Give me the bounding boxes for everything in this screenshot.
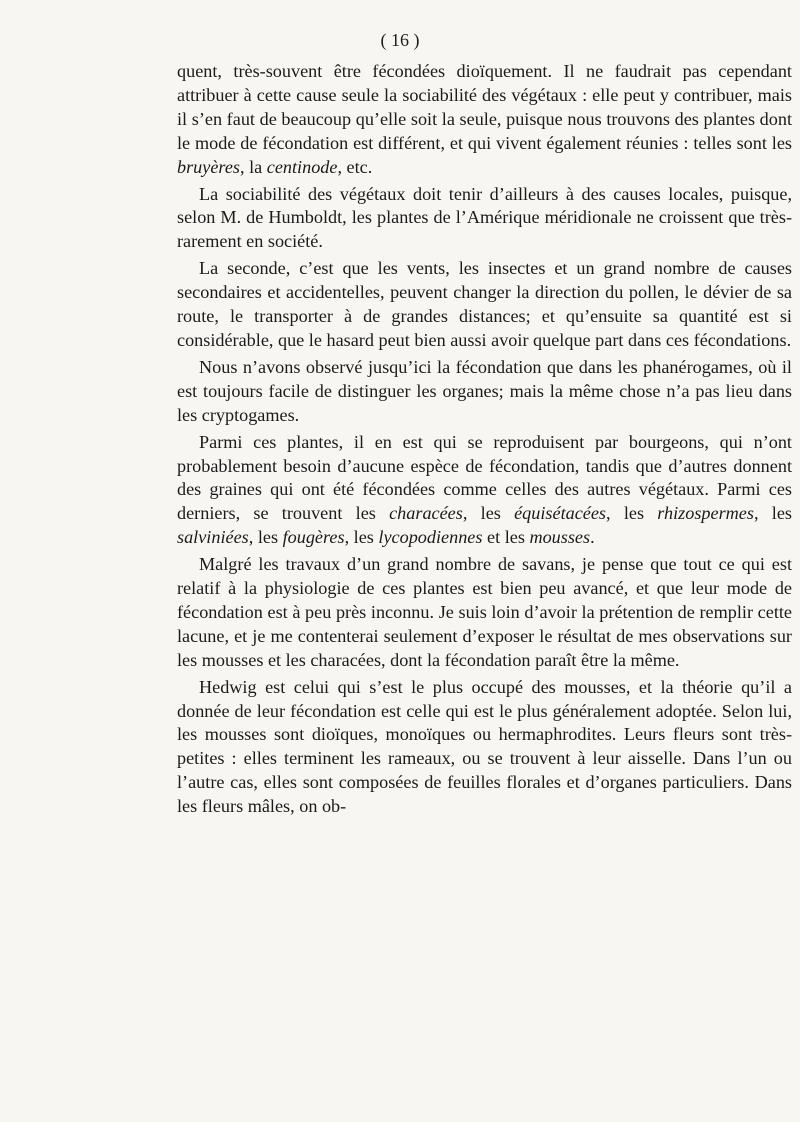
text-run: , les — [753, 503, 792, 524]
text-run: , la — [239, 156, 267, 177]
paragraph — [177, 183, 792, 255]
text-run: Nous n’avons observé jusqu’ici la fécondation que dans les phanérogames, où il est toujours facile de distinguer les organes; mais la même chose n’a pas lieu dans les cryptogames. — [177, 356, 792, 425]
italic-term: mousses — [529, 527, 591, 548]
text-run: Malgré les travaux d’un grand nombre de savans, je pense que tout ce qui est relatif à la physiologie de ces plantes est bien peu avancé, et que leur mode de fécondation est à peu près inconnu. Je suis loin d’avoir la prétention de remplir cette lacune, et je me contenterai seulement d’exposer le résultat de mes observations sur les mousses et les characées, dont la fécondation paraît être la même. — [177, 554, 792, 670]
page-number: ( 16 ) — [380, 30, 420, 50]
text-run: , les — [606, 503, 658, 524]
body-text — [177, 60, 792, 822]
italic-term: characées — [389, 503, 463, 524]
text-run: , les — [248, 527, 283, 548]
paragraph — [177, 553, 792, 673]
paragraph — [177, 356, 792, 428]
italic-term: équisétacées — [514, 503, 607, 524]
text-run: Parmi ces plantes, il en est qui se reproduisent par bourgeons, qui n’ont probablement besoin d’aucune espèce de fécondation, tandis que d’autres donnent des graines qui ont été fécondées comme celles des autres végétaux. Parmi ces derniers, se trouvent les — [177, 431, 792, 524]
text-run: , les — [344, 527, 379, 548]
text-run: La sociabilité des végétaux doit tenir d’ailleurs à des causes locales, puisque, selon M. de Humboldt, les plantes de l’Amérique méridionale ne croissent que très-rarement en société. — [177, 183, 792, 252]
text-run: quent, très-souvent être fécondées dioïquement. Il ne faudrait pas cependant attribuer à cette cause seule la sociabilité des végétaux : elle peut y contribuer, mais il s’en faut de beaucoup qu’elle soit la seule, puisque nous trouvons des plantes dont le mode de fécondation est différent, et qui vivent également réunies : telles sont les — [177, 61, 792, 153]
text-run: et les — [482, 527, 530, 548]
italic-term: rhizospermes — [657, 503, 754, 524]
text-run: , les — [462, 503, 515, 524]
italic-term: lycopodiennes — [378, 527, 483, 548]
paragraph — [177, 257, 792, 353]
paragraph — [177, 431, 792, 551]
italic-term: salviniées — [177, 527, 249, 548]
text-run: Hedwig est celui qui s’est le plus occupé des mousses, et la théorie qu’il a donnée de leur fécondation est celle qui est le plus généralement adoptée. Selon lui, les mousses sont dioïques, monoïques ou hermaphrodites. Leurs fleurs sont très-petites : elles terminent les rameaux, ou se trouvent à leur aisselle. Dans l’un ou l’autre cas, elles sont composées de feuilles florales et d’organes particuliers. Dans les fleurs mâles, on ob- — [177, 676, 792, 817]
text-run: . — [590, 527, 595, 548]
text-run: La seconde, c’est que les vents, les insectes et un grand nombre de causes secondaires et accidentelles, peuvent changer la direction du pollen, le dévier de sa route, le transporter à de grandes distances; et qu’ensuite sa quantité est si considérable, que le hasard peut bien aussi avoir quelque part dans ces fécondations. — [177, 258, 792, 350]
paragraph — [177, 676, 792, 819]
italic-term: centinode — [266, 156, 338, 177]
italic-term: fougères — [282, 527, 345, 548]
paragraph — [177, 60, 792, 180]
italic-term: bruyères — [177, 156, 240, 177]
text-run: , etc. — [337, 156, 373, 177]
